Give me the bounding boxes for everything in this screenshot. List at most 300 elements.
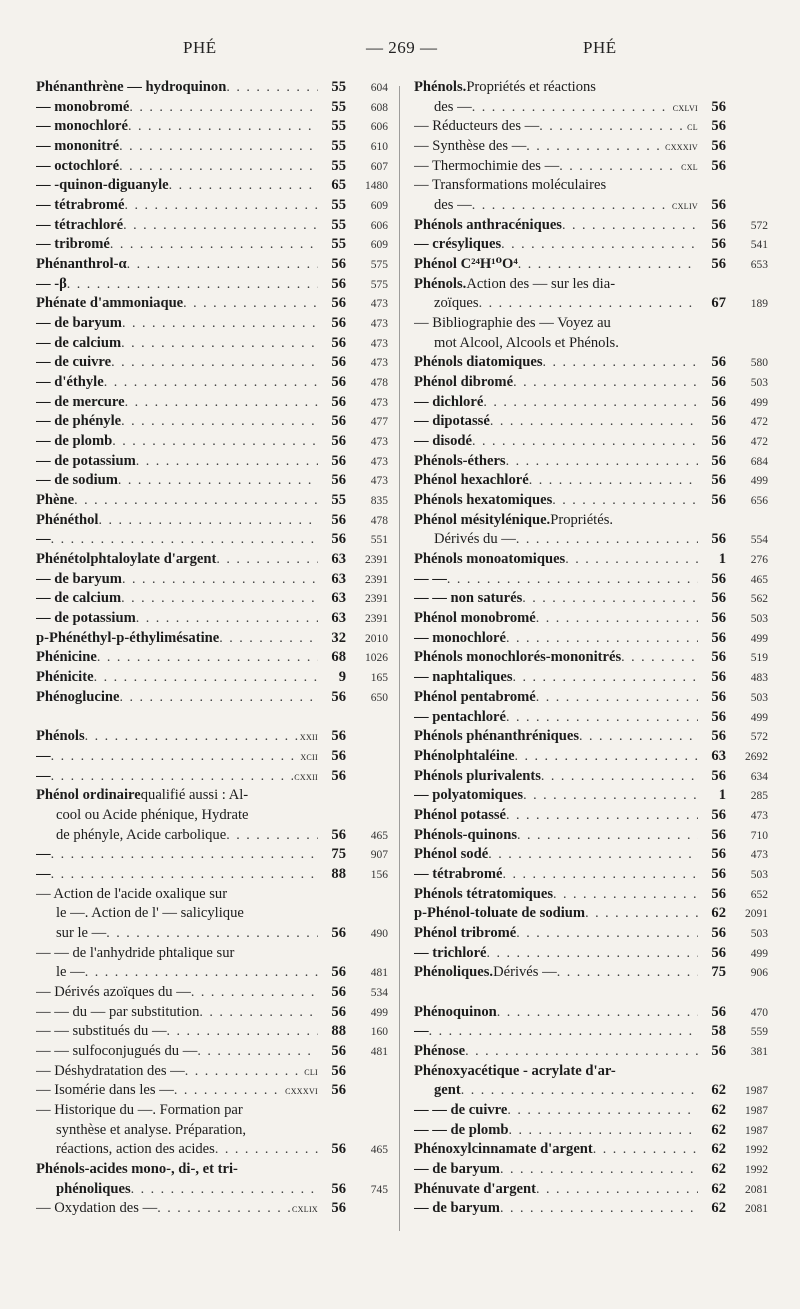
volume-number: 56	[711, 413, 726, 430]
entry-term: Phénols hexatomiques	[414, 492, 553, 509]
index-entry	[36, 491, 388, 511]
volume-number: 55	[331, 98, 346, 115]
entry-term: — de baryum	[414, 1160, 500, 1177]
entry-term: — de potassium	[36, 610, 136, 627]
page-number-ref: 575	[370, 259, 388, 272]
page-number-ref: 634	[750, 770, 768, 783]
index-entry	[36, 1003, 388, 1023]
index-entry	[36, 1160, 388, 1180]
page-number-ref: 503	[750, 927, 768, 940]
index-entry	[414, 865, 768, 885]
volume-number: 75	[331, 846, 346, 863]
index-entry	[414, 530, 768, 550]
index-entry	[414, 393, 768, 413]
roman-page-ref: cxliv	[672, 200, 698, 213]
volume-number: 56	[711, 472, 726, 489]
volume-number: 58	[711, 1023, 726, 1040]
index-entry	[36, 196, 388, 216]
volume-number: 56	[331, 334, 346, 351]
entry-term: Phénol sodé	[414, 846, 489, 863]
entry-term: — de baryum	[36, 315, 122, 332]
entry-term: — — de cuivre	[414, 1101, 508, 1118]
dot-leader	[506, 708, 698, 728]
index-entry	[36, 747, 388, 767]
page-number-ref: 473	[370, 475, 388, 488]
entry-term: Phénol dibromé	[414, 374, 514, 391]
entry-term-continuation: qualifié aussi : Al-	[140, 787, 249, 804]
entry-term: — disodé	[414, 433, 472, 450]
volume-number: 56	[331, 826, 346, 843]
index-entry	[36, 688, 388, 708]
page-number-ref: 477	[370, 416, 388, 429]
page-number-ref: 473	[750, 849, 768, 862]
volume-number: 63	[711, 747, 726, 764]
volume-number: 55	[331, 157, 346, 174]
entry-term: Phénols-quinons	[414, 826, 518, 843]
dot-leader	[85, 727, 299, 747]
dot-leader	[51, 845, 318, 865]
page-number-ref: 684	[750, 455, 768, 468]
volume-number: 62	[711, 905, 726, 922]
index-entry	[414, 412, 768, 432]
dot-leader	[562, 216, 698, 236]
volume-number: 56	[711, 846, 726, 863]
roman-page-ref: cxxxvi	[285, 1085, 318, 1098]
volume-number: 56	[331, 256, 346, 273]
page-number-ref: 710	[750, 829, 768, 842]
page-number-ref: 580	[750, 357, 768, 370]
index-entry	[414, 1003, 768, 1023]
index-entry	[414, 727, 768, 747]
entry-term: Phénose	[414, 1042, 466, 1059]
entry-term: — Synthèse des —	[414, 138, 527, 155]
index-entry	[36, 904, 388, 924]
volume-number: 56	[711, 138, 726, 155]
entry-term: — — du — par substitution	[36, 1003, 200, 1020]
entry-term: Phénol C²⁴H¹⁰O⁴	[414, 256, 518, 273]
dot-leader	[121, 412, 318, 432]
index-entry	[414, 629, 768, 649]
entry-term-continuation: Propriétés.	[550, 511, 614, 528]
page-number-ref: 1026	[365, 652, 388, 665]
page-number-ref: 465	[750, 573, 768, 586]
dot-leader	[123, 216, 318, 236]
volume-number: 56	[331, 275, 346, 292]
dot-leader	[191, 983, 318, 1003]
index-entry	[414, 589, 768, 609]
entry-term-continuation: Dérivés —	[493, 964, 557, 981]
dot-leader	[51, 865, 318, 885]
volume-number: 9	[338, 669, 346, 686]
entry-term-continuation: Propriétés et réactions	[466, 79, 596, 95]
entry-term: — trichloré	[414, 944, 487, 961]
entry-term: Phénols monoatomiques	[414, 551, 566, 568]
dot-leader	[508, 1121, 698, 1141]
page-number-ref: 499	[750, 632, 768, 645]
volume-number: 55	[331, 216, 346, 233]
spacer-line	[414, 983, 768, 1003]
dot-leader	[119, 137, 318, 157]
page-number-ref: 503	[750, 691, 768, 704]
entry-term: — polyatomiques	[414, 787, 524, 804]
roman-page-ref: cxlvi	[672, 101, 698, 114]
volume-number: 56	[711, 433, 726, 450]
index-entry	[414, 275, 768, 295]
dot-leader	[500, 1160, 698, 1180]
page-number-ref: 503	[750, 613, 768, 626]
index-entry	[36, 117, 388, 137]
index-entry	[36, 550, 388, 570]
volume-number: 56	[331, 688, 346, 705]
dot-leader	[226, 78, 318, 98]
dot-leader	[529, 471, 698, 491]
page-number-ref: 652	[750, 888, 768, 901]
volume-number: 56	[711, 157, 726, 174]
dot-leader	[502, 865, 698, 885]
dot-leader	[552, 491, 698, 511]
page-number-ref: 156	[370, 868, 388, 881]
index-entry	[36, 609, 388, 629]
entry-term: p-Phénol-toluate de sodium	[414, 905, 586, 922]
entry-term: zoïques	[434, 295, 479, 312]
dot-leader	[219, 629, 318, 649]
volume-number: 56	[331, 531, 346, 548]
page-number-ref: 575	[370, 278, 388, 291]
page-number-ref: 481	[370, 1045, 388, 1058]
volume-number: 56	[711, 1003, 726, 1020]
entry-term: — naphtaliques	[414, 669, 513, 686]
entry-term: Phénols phénanthréniques	[414, 728, 580, 745]
dot-leader	[472, 432, 698, 452]
index-entry	[36, 235, 388, 255]
entry-term: — Isomérie dans les —	[36, 1082, 174, 1099]
entry-term: — —	[414, 570, 447, 587]
index-entry	[36, 157, 388, 177]
entry-term: Phénol potassé	[414, 806, 507, 823]
page-number-ref: 473	[370, 337, 388, 350]
volume-number: 55	[331, 236, 346, 253]
volume-number: 55	[331, 138, 346, 155]
dot-leader	[579, 727, 698, 747]
dot-leader	[593, 1140, 698, 1160]
page-number-ref: 285	[750, 790, 768, 803]
dot-leader	[197, 1042, 318, 1062]
index-entry	[414, 570, 768, 590]
volume-number: 55	[331, 79, 346, 95]
index-entry	[414, 334, 768, 354]
roman-page-ref: cxxxiv	[665, 141, 698, 154]
index-entry	[414, 806, 768, 826]
index-entry	[36, 767, 388, 787]
dot-leader	[506, 806, 698, 826]
entry-term: — — substitués du —	[36, 1023, 167, 1040]
page-number-ref: 499	[750, 947, 768, 960]
index-entry	[414, 137, 768, 157]
dot-leader	[487, 944, 698, 964]
index-entry	[414, 235, 768, 255]
volume-number: 56	[331, 1141, 346, 1158]
roman-page-ref: cxxii	[294, 770, 318, 783]
dot-leader	[516, 530, 698, 550]
volume-number: 56	[711, 708, 726, 725]
volume-number: 63	[331, 570, 346, 587]
volume-number: 63	[331, 610, 346, 627]
dot-leader	[136, 609, 318, 629]
roman-page-ref: xxii	[299, 731, 318, 744]
page-number-ref: 483	[750, 672, 768, 685]
volume-number: 56	[711, 197, 726, 214]
index-entry	[36, 865, 388, 885]
index-entry	[36, 78, 388, 98]
index-entry	[36, 98, 388, 118]
index-entry	[414, 708, 768, 728]
dot-leader	[118, 471, 318, 491]
page-number-ref: 473	[370, 318, 388, 331]
dot-leader	[51, 767, 294, 787]
dot-leader	[128, 117, 318, 137]
page-number-ref: 2081	[745, 1203, 768, 1216]
dot-leader	[541, 767, 698, 787]
index-entry	[414, 826, 768, 846]
dot-leader	[518, 255, 698, 275]
dot-leader	[119, 157, 318, 177]
index-entry	[414, 471, 768, 491]
page-number-ref: 490	[370, 927, 388, 940]
entry-term: —	[36, 767, 51, 784]
volume-number: 56	[331, 374, 346, 391]
index-entry	[414, 98, 768, 118]
dot-leader	[516, 924, 698, 944]
index-entry	[414, 767, 768, 787]
index-entry	[36, 294, 388, 314]
index-column-right	[414, 78, 768, 1219]
volume-number: 56	[711, 236, 726, 253]
index-entry	[36, 983, 388, 1003]
volume-number: 56	[331, 728, 346, 745]
page-number-ref: 472	[750, 436, 768, 449]
entry-term: Phénicite	[36, 669, 94, 686]
entry-term: — de mercure	[36, 393, 125, 410]
index-entry	[36, 137, 388, 157]
entry-term: — de potassium	[36, 452, 136, 469]
dot-leader	[506, 452, 698, 472]
index-entry	[414, 648, 768, 668]
page-number-ref: 835	[370, 495, 388, 508]
volume-number: 55	[331, 197, 346, 214]
volume-number: 56	[711, 452, 726, 469]
entry-term: Phénoglucine	[36, 688, 120, 705]
page-number-ref: 572	[750, 731, 768, 744]
index-entry	[414, 452, 768, 472]
entry-term: mot Alcool, Alcools et Phénols.	[434, 334, 619, 351]
page-number-ref: 2391	[365, 554, 388, 567]
index-entry	[36, 1140, 388, 1160]
page-number-ref: 608	[370, 101, 388, 114]
entry-term: Phénols monochlorés-mononitrés	[414, 649, 622, 666]
page-number-ref: 551	[370, 534, 388, 547]
page-number-ref: 2391	[365, 613, 388, 626]
volume-number: 56	[711, 590, 726, 607]
index-entry	[36, 314, 388, 334]
page-number-ref: 1987	[745, 1124, 768, 1137]
index-entry	[414, 1160, 768, 1180]
index-entry	[36, 727, 388, 747]
dot-leader	[174, 1081, 284, 1101]
dot-leader	[621, 648, 698, 668]
volume-number: 62	[711, 1082, 726, 1099]
entry-term: cool ou Acide phénique, Hydrate	[56, 806, 249, 823]
entry-term: — de calcium	[36, 590, 122, 607]
dot-leader	[98, 511, 318, 531]
index-entry	[414, 1180, 768, 1200]
index-entry	[414, 353, 768, 373]
index-entry	[36, 216, 388, 236]
page-number-ref: 473	[370, 298, 388, 311]
index-entry	[36, 275, 388, 295]
dot-leader	[585, 904, 698, 924]
index-entry	[414, 688, 768, 708]
column-divider	[399, 86, 400, 1231]
entry-term: — Déshydratation des —	[36, 1062, 185, 1079]
dot-leader	[185, 1062, 303, 1082]
index-entry	[414, 609, 768, 629]
volume-number: 56	[711, 610, 726, 627]
index-entry	[36, 1062, 388, 1082]
index-entry	[36, 393, 388, 413]
volume-number: 32	[331, 629, 346, 646]
entry-term: Phénol mésitylénique.	[414, 511, 551, 528]
index-entry	[36, 648, 388, 668]
dot-leader	[515, 747, 698, 767]
volume-number: 56	[331, 354, 346, 371]
page-number-ref: 534	[370, 986, 388, 999]
index-entry	[414, 216, 768, 236]
entry-term: Phénate d'ammoniaque	[36, 295, 184, 312]
dot-leader	[517, 826, 698, 846]
dot-leader	[483, 393, 698, 413]
volume-number: 56	[331, 511, 346, 528]
dot-leader	[557, 963, 698, 983]
entry-term: Phénuvate d'argent	[414, 1180, 537, 1197]
index-entry	[414, 963, 768, 983]
page-number-ref: 499	[750, 475, 768, 488]
page-number-ref: 478	[370, 377, 388, 390]
entry-term: — de sodium	[36, 472, 118, 489]
page-number-ref: 604	[370, 82, 388, 94]
entry-term: le —. Action de l' — salicylique	[56, 905, 244, 922]
dot-leader	[124, 196, 318, 216]
entry-term: — tribromé	[36, 236, 110, 253]
entry-term: — monochloré	[36, 118, 129, 135]
entry-term: Phénoxylcinnamate d'argent	[414, 1141, 593, 1158]
volume-number: 56	[711, 806, 726, 823]
entry-term: — tétrabromé	[414, 865, 503, 882]
page-number-ref: 609	[370, 239, 388, 252]
volume-number: 56	[331, 315, 346, 332]
index-entry	[414, 944, 768, 964]
dot-leader	[111, 353, 318, 373]
index-entry	[414, 668, 768, 688]
dot-leader	[429, 1022, 698, 1042]
volume-number: 62	[711, 1160, 726, 1177]
page-number-ref: 160	[370, 1026, 388, 1039]
index-entry	[36, 963, 388, 983]
entry-term: Phénanthrol-α	[36, 256, 127, 273]
roman-page-ref: cxlix	[292, 1203, 318, 1216]
entry-term: Phénicine	[36, 649, 97, 666]
dot-leader	[216, 550, 318, 570]
entry-term: sur le —	[56, 924, 107, 941]
page-number-ref: 519	[750, 652, 768, 665]
page-number-ref: 554	[750, 534, 768, 547]
page-number-ref: 499	[750, 396, 768, 409]
entry-term: —	[36, 846, 51, 863]
dot-leader	[565, 550, 698, 570]
index-entry	[36, 668, 388, 688]
dot-leader	[536, 609, 698, 629]
index-entry	[36, 176, 388, 196]
index-entry	[414, 1022, 768, 1042]
index-entry	[414, 117, 768, 137]
entry-term: — pentachloré	[414, 708, 507, 725]
volume-number: 88	[331, 865, 346, 882]
index-entry	[414, 924, 768, 944]
volume-number: 56	[331, 964, 346, 981]
entry-term: — — sulfoconjugués du —	[36, 1042, 198, 1059]
volume-number: 56	[711, 98, 726, 115]
index-entry	[36, 845, 388, 865]
entry-term: p-Phénéthyl-p-éthylimésatine	[36, 629, 220, 646]
volume-number: 56	[331, 924, 346, 941]
page-number-ref: 1987	[745, 1104, 768, 1117]
page-number-ref: 559	[750, 1026, 768, 1039]
volume-number: 1	[718, 787, 726, 804]
entry-term: Phénolphtaléine	[414, 747, 515, 764]
roman-page-ref: cl	[687, 121, 698, 134]
entry-term: Phénols	[36, 728, 85, 745]
index-entry	[414, 314, 768, 334]
volume-number: 56	[711, 924, 726, 941]
dot-leader	[553, 885, 698, 905]
dot-leader	[461, 1081, 698, 1101]
dot-leader	[465, 1042, 698, 1062]
page-number-ref: 499	[750, 711, 768, 724]
index-entry	[414, 373, 768, 393]
entry-term: Phénol monobromé	[414, 610, 536, 627]
entry-term: Phénanthrène — hydroquinon	[36, 79, 227, 95]
index-entry	[414, 196, 768, 216]
entry-term: — — de plomb	[414, 1121, 509, 1138]
volume-number: 56	[711, 492, 726, 509]
entry-term: — — de l'anhydride phtalique sur	[36, 944, 235, 961]
entry-term: — octochloré	[36, 157, 120, 174]
page-number-ref: 472	[750, 416, 768, 429]
index-entry	[414, 511, 768, 531]
entry-term: Phénol pentabromé	[414, 688, 536, 705]
index-entry	[36, 1180, 388, 1200]
index-entry	[36, 255, 388, 275]
page-number-ref: 381	[750, 1045, 768, 1058]
entry-term: synthèse et analyse. Préparation,	[56, 1121, 247, 1138]
dot-leader	[131, 1180, 318, 1200]
index-entry	[414, 294, 768, 314]
volume-number: 56	[331, 1042, 346, 1059]
volume-number: 56	[711, 393, 726, 410]
page-number-ref: 610	[370, 141, 388, 154]
index-entry	[36, 1121, 388, 1141]
page-number-ref: 478	[370, 514, 388, 527]
index-entry	[36, 570, 388, 590]
